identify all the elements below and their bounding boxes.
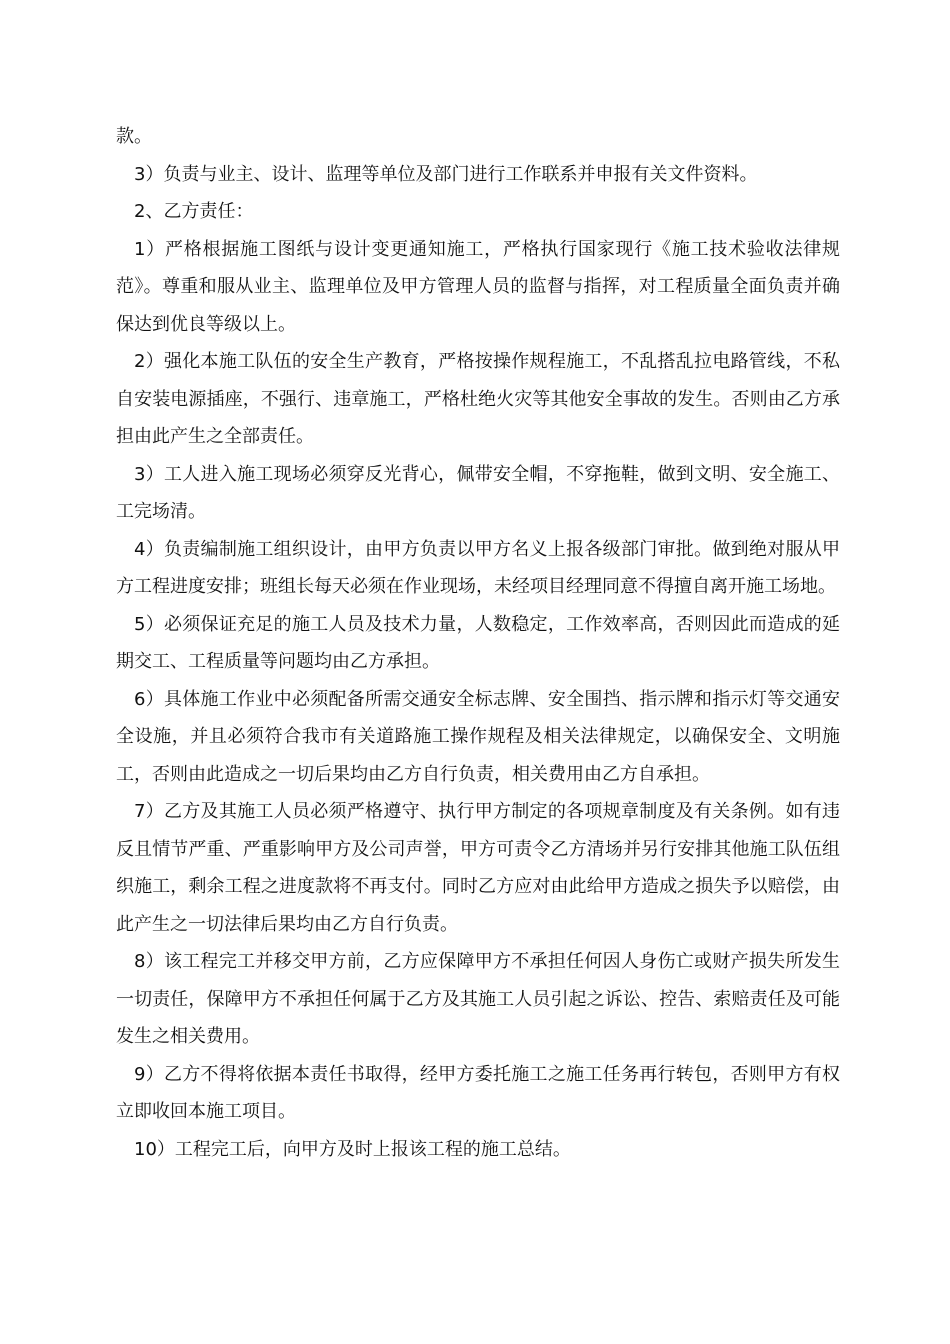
paragraph-party-b-item-4: 4）负责编制施工组织设计，由甲方负责以甲方名义上报各级部门审批。做到绝对服从甲方工程进度安排；班组长每天必须在作业现场，未经项目经理同意不得擅自离开施工场地。 (116, 538, 840, 597)
paragraph-party-b-item-3: 3）工人进入施工现场必须穿反光背心，佩带安全帽，不穿拖鞋，做到文明、安全施工、工完场清。 (116, 463, 840, 522)
paragraph-party-a-item-3: 3）负责与业主、设计、监理等单位及部门进行工作联系并申报有关文件资料。 (134, 163, 758, 185)
paragraph-party-b-item-6: 6）具体施工作业中必须配备所需交通安全标志牌、安全围挡、指示牌和指示灯等交通安全设施，并且必须符合我市有关道路施工操作规程及相关法律规定，以确保安全、文明施工，否则由此造成之一切后果均由乙方自行负责，相关费用由乙方自承担。 (116, 688, 840, 785)
paragraph-party-b-item-5: 5）必须保证充足的施工人员及技术力量，人数稳定，工作效率高，否则因此而造成的延期交工、工程质量等问题均由乙方承担。 (116, 613, 840, 672)
document-body (116, 118, 840, 1168)
paragraph-party-b-item-8: 8）该工程完工并移交甲方前，乙方应保障甲方不承担任何因人身伤亡或财产损失所发生一切责任，保障甲方不承担任何属于乙方及其施工人员引起之诉讼、控告、索赔责任及可能发生之相关费用。 (116, 951, 840, 1047)
paragraph-party-b-item-10: 10）工程完工后，向甲方及时上报该工程的施工总结。 (134, 1138, 571, 1160)
paragraph-party-b-item-1: 1）严格根据施工图纸与设计变更通知施工，严格执行国家现行《施工技术验收法律规范》。尊重和服从业主、监理单位及甲方管理人员的监督与指挥，对工程质量全面负责并确保达到优良等级以上。 (116, 238, 840, 335)
paragraph-continuation: 款。 (116, 126, 152, 147)
paragraph-party-b-item-2: 2）强化本施工队伍的安全生产教育，严格按操作规程施工，不乱搭乱拉电路管线，不私自安装电源插座，不强行、违章施工，严格杜绝火灾等其他安全事故的发生。否则由乙方承担由此产生之全部责任。 (116, 351, 840, 447)
paragraph-party-b-item-7: 7）乙方及其施工人员必须严格遵守、执行甲方制定的各项规章制度及有关条例。如有违反且情节严重、严重影响甲方及公司声誉，甲方可责令乙方清场并另行安排其他施工队伍组织施工，剩余工程之进度款将不再支付。同时乙方应对由此给甲方造成之损失予以赔偿，由此产生之一切法律后果均由乙方自行负责。 (116, 801, 840, 935)
paragraph-party-b-item-9: 9）乙方不得将依据本责任书取得，经甲方委托施工之施工任务再行转包，否则甲方有权立即收回本施工项目。 (116, 1063, 840, 1122)
section-heading-party-b: 2、乙方责任： (134, 201, 254, 222)
